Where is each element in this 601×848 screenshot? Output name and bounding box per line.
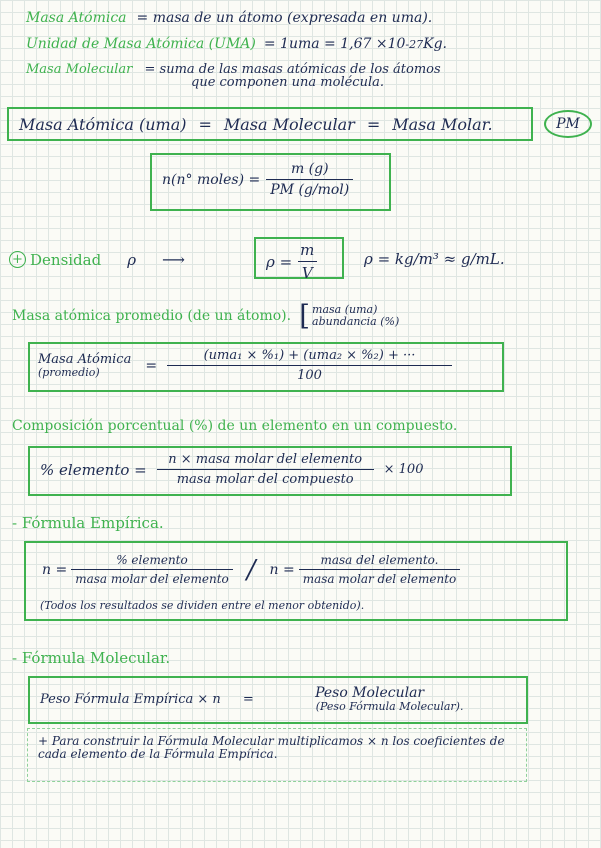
box-composicion — [28, 446, 512, 496]
promedio-bracket-1: masa (uma) — [312, 302, 378, 316]
moles-den: PM (g/mol) — [266, 179, 353, 198]
def-masa-atomica-text: = masa de un átomo (expresada en uma). — [136, 10, 433, 26]
densidad-units: ρ = kg/m³ ≈ g/mL. — [364, 250, 505, 268]
def-uma — [26, 36, 447, 52]
densidad-fraction — [296, 241, 318, 282]
empirica-note: (Todos los resultados se dividen entre el menor obtenido). — [40, 599, 365, 612]
promedio-eq: = — [145, 357, 158, 374]
molecular-lhs: Peso Fórmula Empírica × n — [40, 691, 221, 707]
def-uma-eq: = 1uma = 1,67 ×10 — [263, 36, 406, 52]
promedio-bracket — [312, 304, 399, 328]
box-empirica — [24, 541, 568, 621]
densidad-formula-lhs: ρ = — [266, 252, 293, 271]
bracket-icon: [ — [299, 299, 311, 332]
promedio-fraction — [167, 348, 452, 383]
molecular-tip: + Para construir la Fórmula Molecular multiplicamos × n los coeficientes de cada elemento de la Fórmula Empírica. — [38, 734, 505, 762]
moles-fraction — [266, 161, 353, 198]
promedio-den: 100 — [167, 365, 452, 383]
molecular-rhs: Peso Molecular — [315, 685, 425, 701]
box-moles — [150, 153, 391, 211]
composicion-lhs: % elemento = — [40, 460, 147, 479]
box-molecular — [28, 676, 528, 724]
plus-circle-icon: + — [9, 251, 26, 268]
pm-badge-text: PM — [556, 116, 580, 132]
molecular-title: - Fórmula Molecular. — [12, 649, 171, 667]
moles-num: m (g) — [290, 161, 329, 177]
molecular-rhs-group — [276, 685, 464, 714]
empirica-den1: masa molar del elemento — [71, 569, 233, 586]
moles-lhs: n(n° moles) = — [162, 171, 261, 188]
box-equivalencia — [7, 107, 533, 141]
densidad-row — [9, 250, 185, 269]
empirica-num1: % elemento — [116, 553, 188, 567]
densidad-num: m — [300, 241, 315, 259]
empirica-fraction-2 — [299, 553, 461, 586]
empirica-lhs1: n = — [42, 561, 68, 578]
eq-masa-molar: Masa Molar. — [392, 115, 493, 134]
empirica-title: - Fórmula Empírica. — [12, 514, 164, 532]
promedio-lhs-2: (promedio) — [38, 365, 100, 379]
densidad-label: Densidad — [30, 250, 102, 269]
composicion-num: n × masa molar del elemento — [168, 452, 363, 467]
promedio-title-row — [12, 299, 400, 332]
def-uma-exp: -27 — [405, 37, 424, 51]
empirica-den2: masa molar del elemento — [299, 569, 461, 586]
empirica-lhs2: n = — [269, 561, 295, 578]
eq-sign-1: = — [198, 115, 212, 134]
pm-badge — [544, 110, 592, 138]
promedio-bracket-2: abundancia (%) — [312, 315, 400, 328]
def-masa-atomica — [26, 10, 432, 26]
composicion-title: Composición porcentual (%) de un elemento en un compuesto. — [12, 418, 458, 434]
empirica-num2: masa del elemento. — [320, 553, 439, 567]
densidad-den: V — [298, 261, 317, 282]
eq-masa-atomica: Masa Atómica (uma) — [19, 115, 187, 134]
eq-masa-molecular: Masa Molecular — [223, 115, 355, 134]
arrow-right-icon: ⟶ — [162, 250, 185, 269]
molecular-rhs2: (Peso Fórmula Molecular). — [315, 700, 464, 714]
promedio-lhs-1: Masa Atómica — [38, 351, 132, 367]
densidad-rho: ρ — [127, 250, 137, 269]
def-masa-molecular-text: = suma de las masas atómicas de los átomos — [144, 62, 441, 77]
def-masa-molecular-text2: que componen una molécula. — [191, 75, 385, 90]
promedio-lhs — [38, 353, 131, 378]
term-masa-atomica: Masa Atómica — [26, 10, 127, 26]
empirica-separator: / — [246, 554, 256, 585]
box-densidad — [254, 237, 344, 282]
term-uma: Unidad de Masa Atómica (UMA) — [26, 36, 256, 52]
term-masa-molecular: Masa Molecular — [26, 62, 133, 77]
empirica-fraction-1 — [71, 553, 233, 586]
promedio-num: (uma₁ × %₁) + (uma₂ × %₂) + ··· — [203, 348, 416, 363]
def-uma-unit: Kg. — [423, 36, 447, 52]
composicion-den: masa molar del compuesto — [157, 469, 374, 487]
promedio-title: Masa atómica promedio (de un átomo). — [12, 308, 292, 324]
def-masa-molecular — [26, 62, 441, 90]
molecular-eq: = — [242, 691, 254, 707]
composicion-fraction — [157, 452, 374, 487]
composicion-tail: × 100 — [383, 462, 424, 477]
box-promedio — [28, 342, 504, 392]
molecular-tip-box — [27, 728, 527, 782]
eq-sign-2: = — [366, 115, 381, 134]
